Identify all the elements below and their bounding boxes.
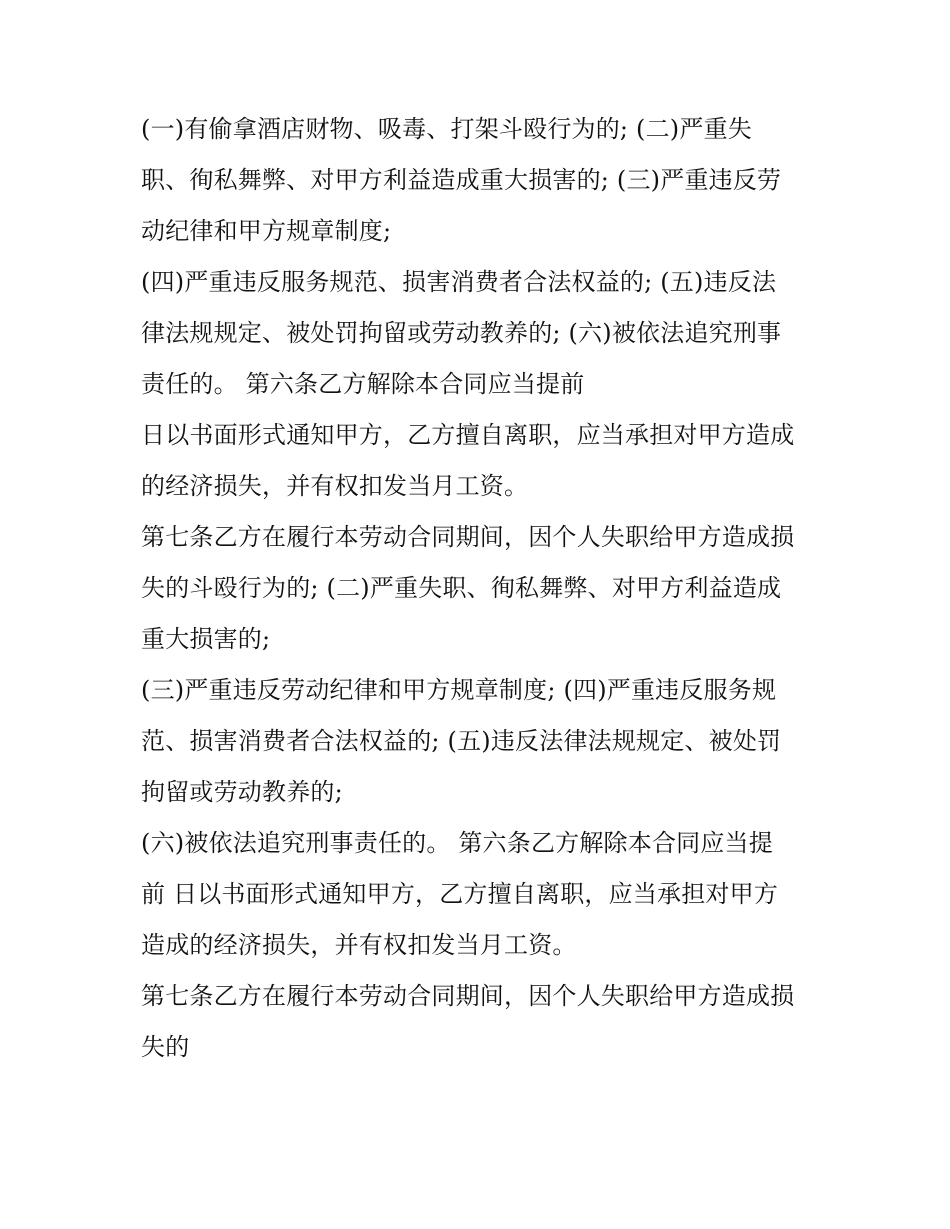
text-line: 动纪律和甲方规章制度;: [141, 217, 392, 245]
text-line: 范、损害消费者合法权益的; (五)违反法律法规规定、被处罚: [141, 727, 782, 755]
text-line: 责任的。 第六条乙方解除本合同应当提前: [141, 370, 585, 398]
text-line: 失的: [141, 1033, 190, 1061]
text-line: 第七条乙方在履行本劳动合同期间，因个人失职给甲方造成损: [141, 523, 795, 551]
text-line: 职、徇私舞弊、对甲方利益造成重大损害的; (三)严重违反劳: [141, 166, 782, 194]
text-line: (三)严重违反劳动纪律和甲方规章制度; (四)严重违反服务规: [141, 676, 777, 704]
text-line: 重大损害的;: [141, 625, 271, 653]
text-line: (一)有偷拿酒店财物、吸毒、打架斗殴行为的; (二)严重失: [141, 115, 752, 143]
text-line: 日以书面形式通知甲方，乙方擅自离职，应当承担对甲方造成: [141, 421, 795, 449]
text-line: 失的斗殴行为的; (二)严重失职、徇私舞弊、对甲方利益造成: [141, 574, 782, 602]
text-line: (六)被依法追究刑事责任的。 第六条乙方解除本合同应当提: [141, 829, 773, 857]
text-line: 造成的经济损失，并有权扣发当月工资。: [141, 931, 577, 959]
text-line: (四)严重违反服务规范、损害消费者合法权益的; (五)违反法: [141, 268, 777, 296]
text-line: 的经济损失，并有权扣发当月工资。: [141, 472, 529, 500]
text-line: 拘留或劳动教养的;: [141, 778, 343, 806]
document-body: [141, 104, 821, 1073]
text-line: 前 日以书面形式通知甲方，乙方擅自离职，应当承担对甲方: [141, 880, 779, 908]
text-line: 第七条乙方在履行本劳动合同期间，因个人失职给甲方造成损: [141, 982, 795, 1010]
text-line: 律法规规定、被处罚拘留或劳动教养的; (六)被依法追究刑事: [141, 319, 782, 347]
